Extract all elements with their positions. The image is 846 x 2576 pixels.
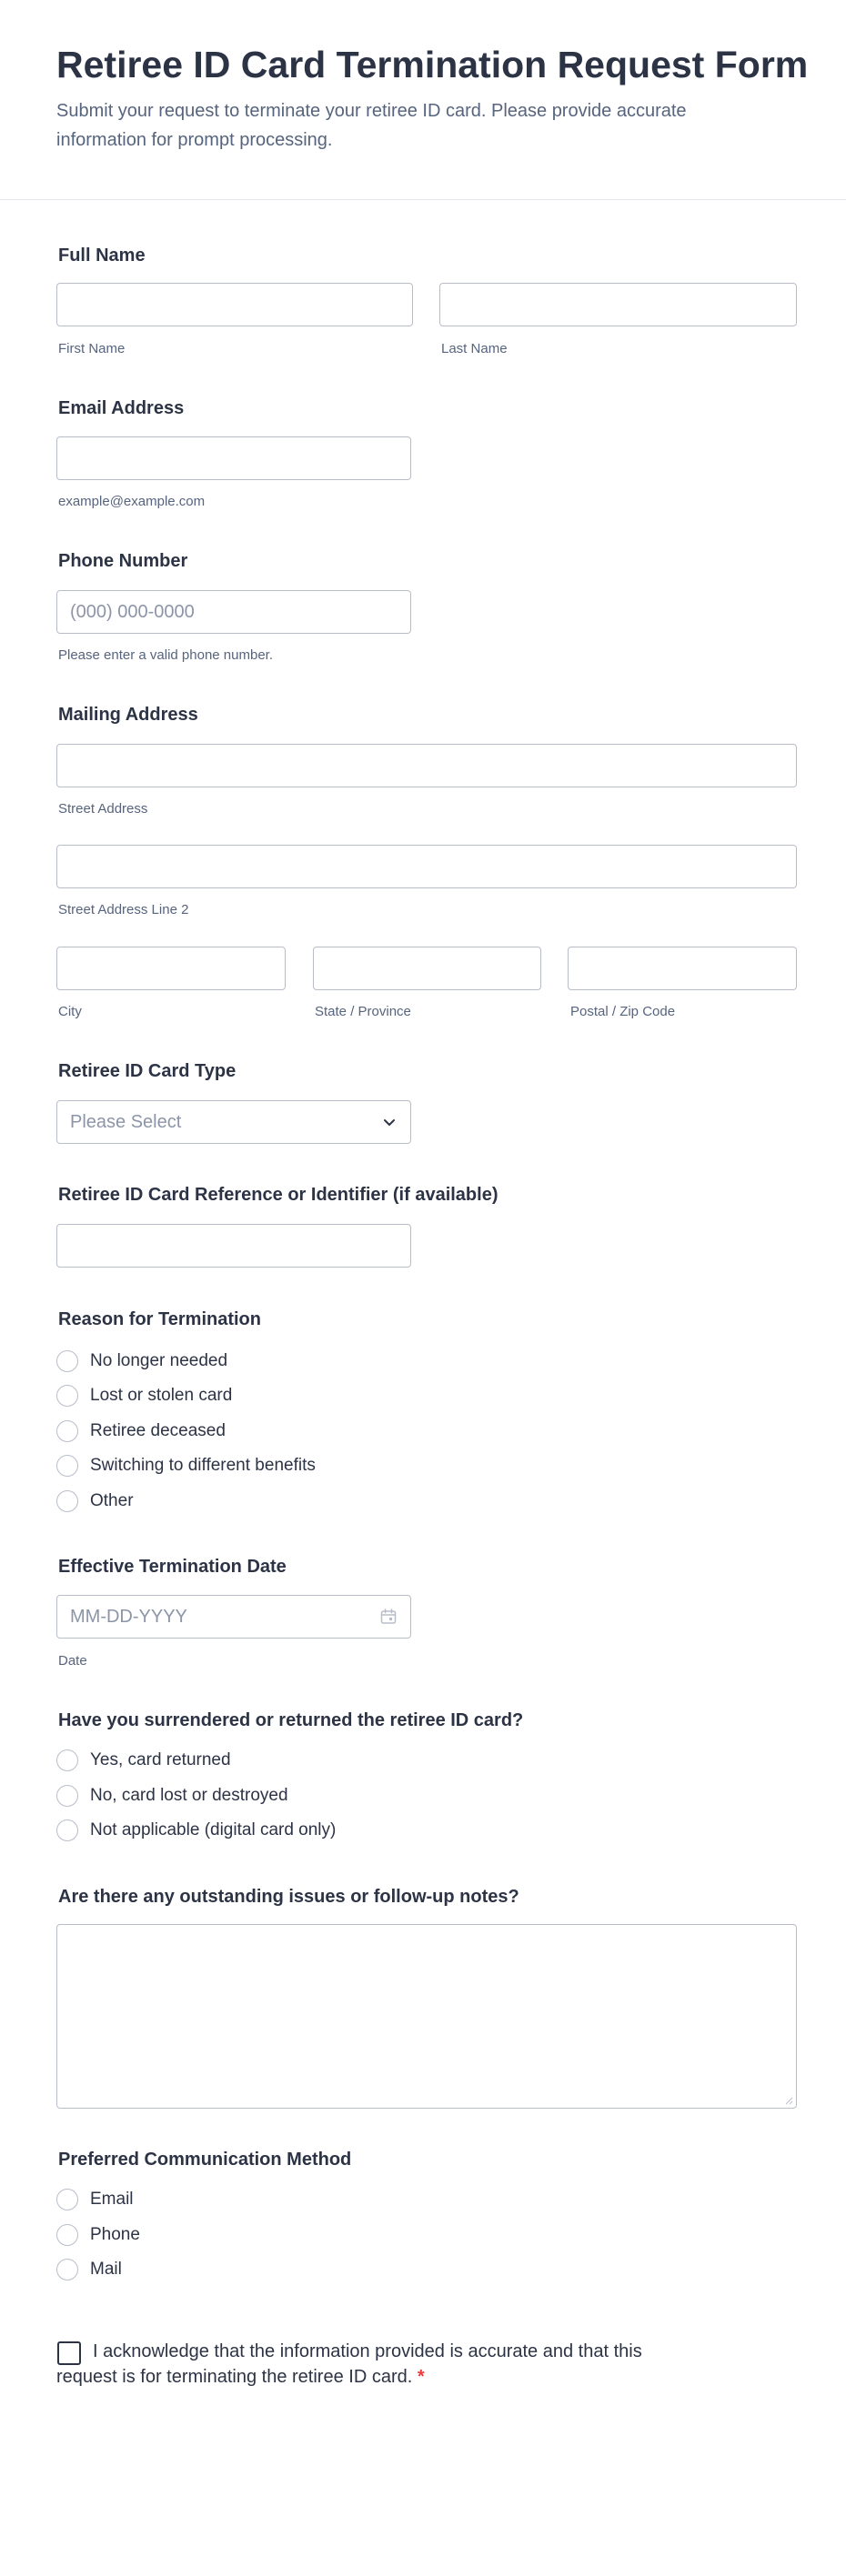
- radio-button[interactable]: [56, 2259, 78, 2280]
- radio-button[interactable]: [56, 1420, 78, 1442]
- notes-textarea[interactable]: [56, 1924, 797, 2109]
- form-header: [0, 0, 846, 200]
- radio-label: Retiree deceased: [90, 1421, 226, 1440]
- radio-label: Yes, card returned: [90, 1750, 231, 1769]
- radio-label: Email: [90, 2190, 134, 2209]
- radio-button[interactable]: [56, 1490, 78, 1512]
- termination-date-label: Effective Termination Date: [58, 1557, 287, 1577]
- radio-button[interactable]: [56, 1385, 78, 1407]
- street-address-line2-input[interactable]: [56, 845, 797, 888]
- radio-label: Other: [90, 1491, 134, 1510]
- termination-date-sublabel: Date: [58, 1653, 87, 1669]
- email-input[interactable]: [56, 436, 411, 480]
- card-reference-input[interactable]: [56, 1224, 411, 1268]
- termination-date-input[interactable]: [56, 1595, 411, 1639]
- radio-label: No, card lost or destroyed: [90, 1786, 288, 1805]
- first-name-sublabel: First Name: [58, 341, 126, 356]
- city-sublabel: City: [58, 1004, 82, 1019]
- mailing-address-label: Mailing Address: [58, 705, 198, 725]
- zip-sublabel: Postal / Zip Code: [570, 1004, 676, 1019]
- phone-input[interactable]: [56, 590, 411, 634]
- calendar-icon[interactable]: [379, 1608, 398, 1626]
- acknowledge-label: I acknowledge that the information provided is accurate and that this request is for terminating the retiree ID card.: [56, 2341, 642, 2387]
- radio-button[interactable]: [56, 2189, 78, 2210]
- email-sublabel: example@example.com: [58, 494, 206, 509]
- resize-grip-icon[interactable]: [784, 2096, 793, 2105]
- communication-label: Preferred Communication Method: [58, 2150, 352, 2170]
- phone-label: Phone Number: [58, 551, 188, 571]
- notes-label: Are there any outstanding issues or follow-up notes?: [58, 1887, 519, 1907]
- radio-label: Phone: [90, 2225, 140, 2244]
- first-name-input[interactable]: [56, 283, 413, 326]
- city-input[interactable]: [56, 947, 286, 990]
- card-reference-label: Retiree ID Card Reference or Identifier (if available): [58, 1185, 499, 1205]
- radio-button[interactable]: [56, 1749, 78, 1771]
- email-label: Email Address: [58, 398, 185, 418]
- radio-button[interactable]: [56, 1819, 78, 1841]
- form-title: Retiree ID Card Termination Request Form: [56, 44, 809, 85]
- zip-input[interactable]: [568, 947, 797, 990]
- card-type-selected: Please Select: [70, 1112, 182, 1132]
- card-type-label: Retiree ID Card Type: [58, 1061, 237, 1081]
- street-address-input[interactable]: [56, 744, 797, 787]
- radio-label: Switching to different benefits: [90, 1456, 316, 1475]
- last-name-sublabel: Last Name: [441, 341, 508, 356]
- radio-button[interactable]: [56, 2224, 78, 2246]
- radio-button[interactable]: [56, 1785, 78, 1807]
- radio-button[interactable]: [56, 1455, 78, 1477]
- radio-label: No longer needed: [90, 1351, 228, 1370]
- street-address-line2-sublabel: Street Address Line 2: [58, 902, 189, 917]
- radio-label: Mail: [90, 2260, 122, 2279]
- radio-label: Lost or stolen card: [90, 1386, 233, 1405]
- form-subtitle: Submit your request to terminate your retiree ID card. Please provide accurate information for prompt processing.: [56, 101, 687, 150]
- acknowledge-text: [56, 2339, 693, 2390]
- full-name-label: Full Name: [58, 246, 146, 266]
- surrendered-label: Have you surrendered or returned the retiree ID card?: [58, 1710, 524, 1730]
- state-sublabel: State / Province: [315, 1004, 411, 1019]
- state-input[interactable]: [313, 947, 541, 990]
- required-mark: *: [417, 2367, 425, 2387]
- chevron-down-icon: [381, 1114, 398, 1130]
- radio-button[interactable]: [56, 1350, 78, 1372]
- phone-sublabel: Please enter a valid phone number.: [58, 647, 273, 663]
- street-address-sublabel: Street Address: [58, 801, 148, 817]
- date-placeholder: MM-DD-YYYY: [70, 1607, 187, 1627]
- card-type-select[interactable]: [56, 1100, 411, 1144]
- radio-label: Not applicable (digital card only): [90, 1820, 337, 1839]
- termination-reason-label: Reason for Termination: [58, 1309, 261, 1329]
- last-name-input[interactable]: [439, 283, 797, 326]
